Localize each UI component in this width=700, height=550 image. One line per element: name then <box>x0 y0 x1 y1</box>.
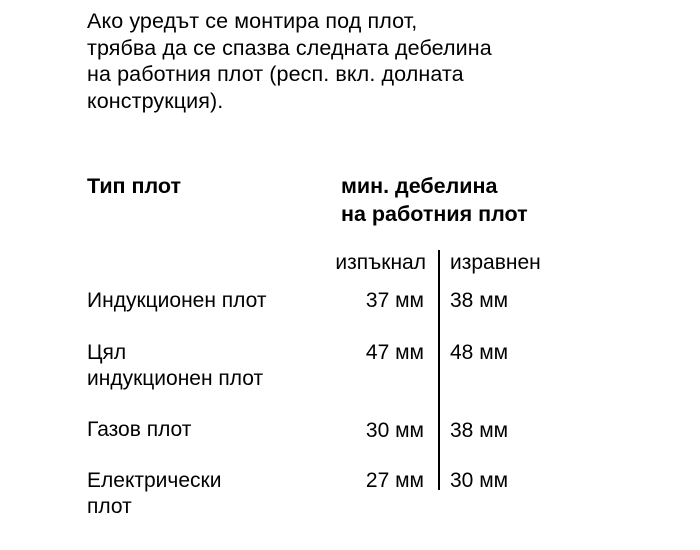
row-label-line: Електрически <box>87 469 222 492</box>
intro-line: конструкция). <box>87 88 224 113</box>
value-convex: 47 мм <box>365 341 424 364</box>
row-label-gas <box>87 417 191 443</box>
column-header-min-thickness <box>341 172 528 228</box>
value-convex: 30 мм <box>365 419 424 442</box>
intro-line: Ако уредът се монтира под плот, <box>87 9 418 33</box>
row-label-line: индукционен плот <box>87 367 264 390</box>
row-label-line: Индукционен плот <box>87 289 267 312</box>
row-label-full-induction <box>87 340 263 392</box>
intro-paragraph <box>87 8 647 114</box>
subheader-convex: изпъкнал <box>335 251 426 274</box>
row-label-electric <box>87 468 221 520</box>
value-convex: 37 мм <box>365 289 424 312</box>
intro-line: трябва да се спазва следната дебелина <box>87 35 492 60</box>
header-line: мин. дебелина <box>341 174 498 198</box>
value-flush: 38 мм <box>450 289 509 312</box>
row-label-line: Цял <box>87 341 127 364</box>
row-label-line: плот <box>87 495 132 518</box>
row-label-induction <box>87 288 266 314</box>
header-line: на работния плот <box>341 202 528 226</box>
value-flush: 30 мм <box>450 469 509 492</box>
value-flush: 48 мм <box>450 341 509 364</box>
intro-line: на работния плот (респ. вкл. долната <box>87 62 464 86</box>
subheader-flush: изравнен <box>450 251 541 274</box>
column-header-type: Тип плот <box>87 174 181 198</box>
value-flush: 38 мм <box>450 419 509 442</box>
row-label-line: Газов плот <box>87 418 192 441</box>
column-divider <box>438 250 440 490</box>
value-convex: 27 мм <box>365 469 424 492</box>
